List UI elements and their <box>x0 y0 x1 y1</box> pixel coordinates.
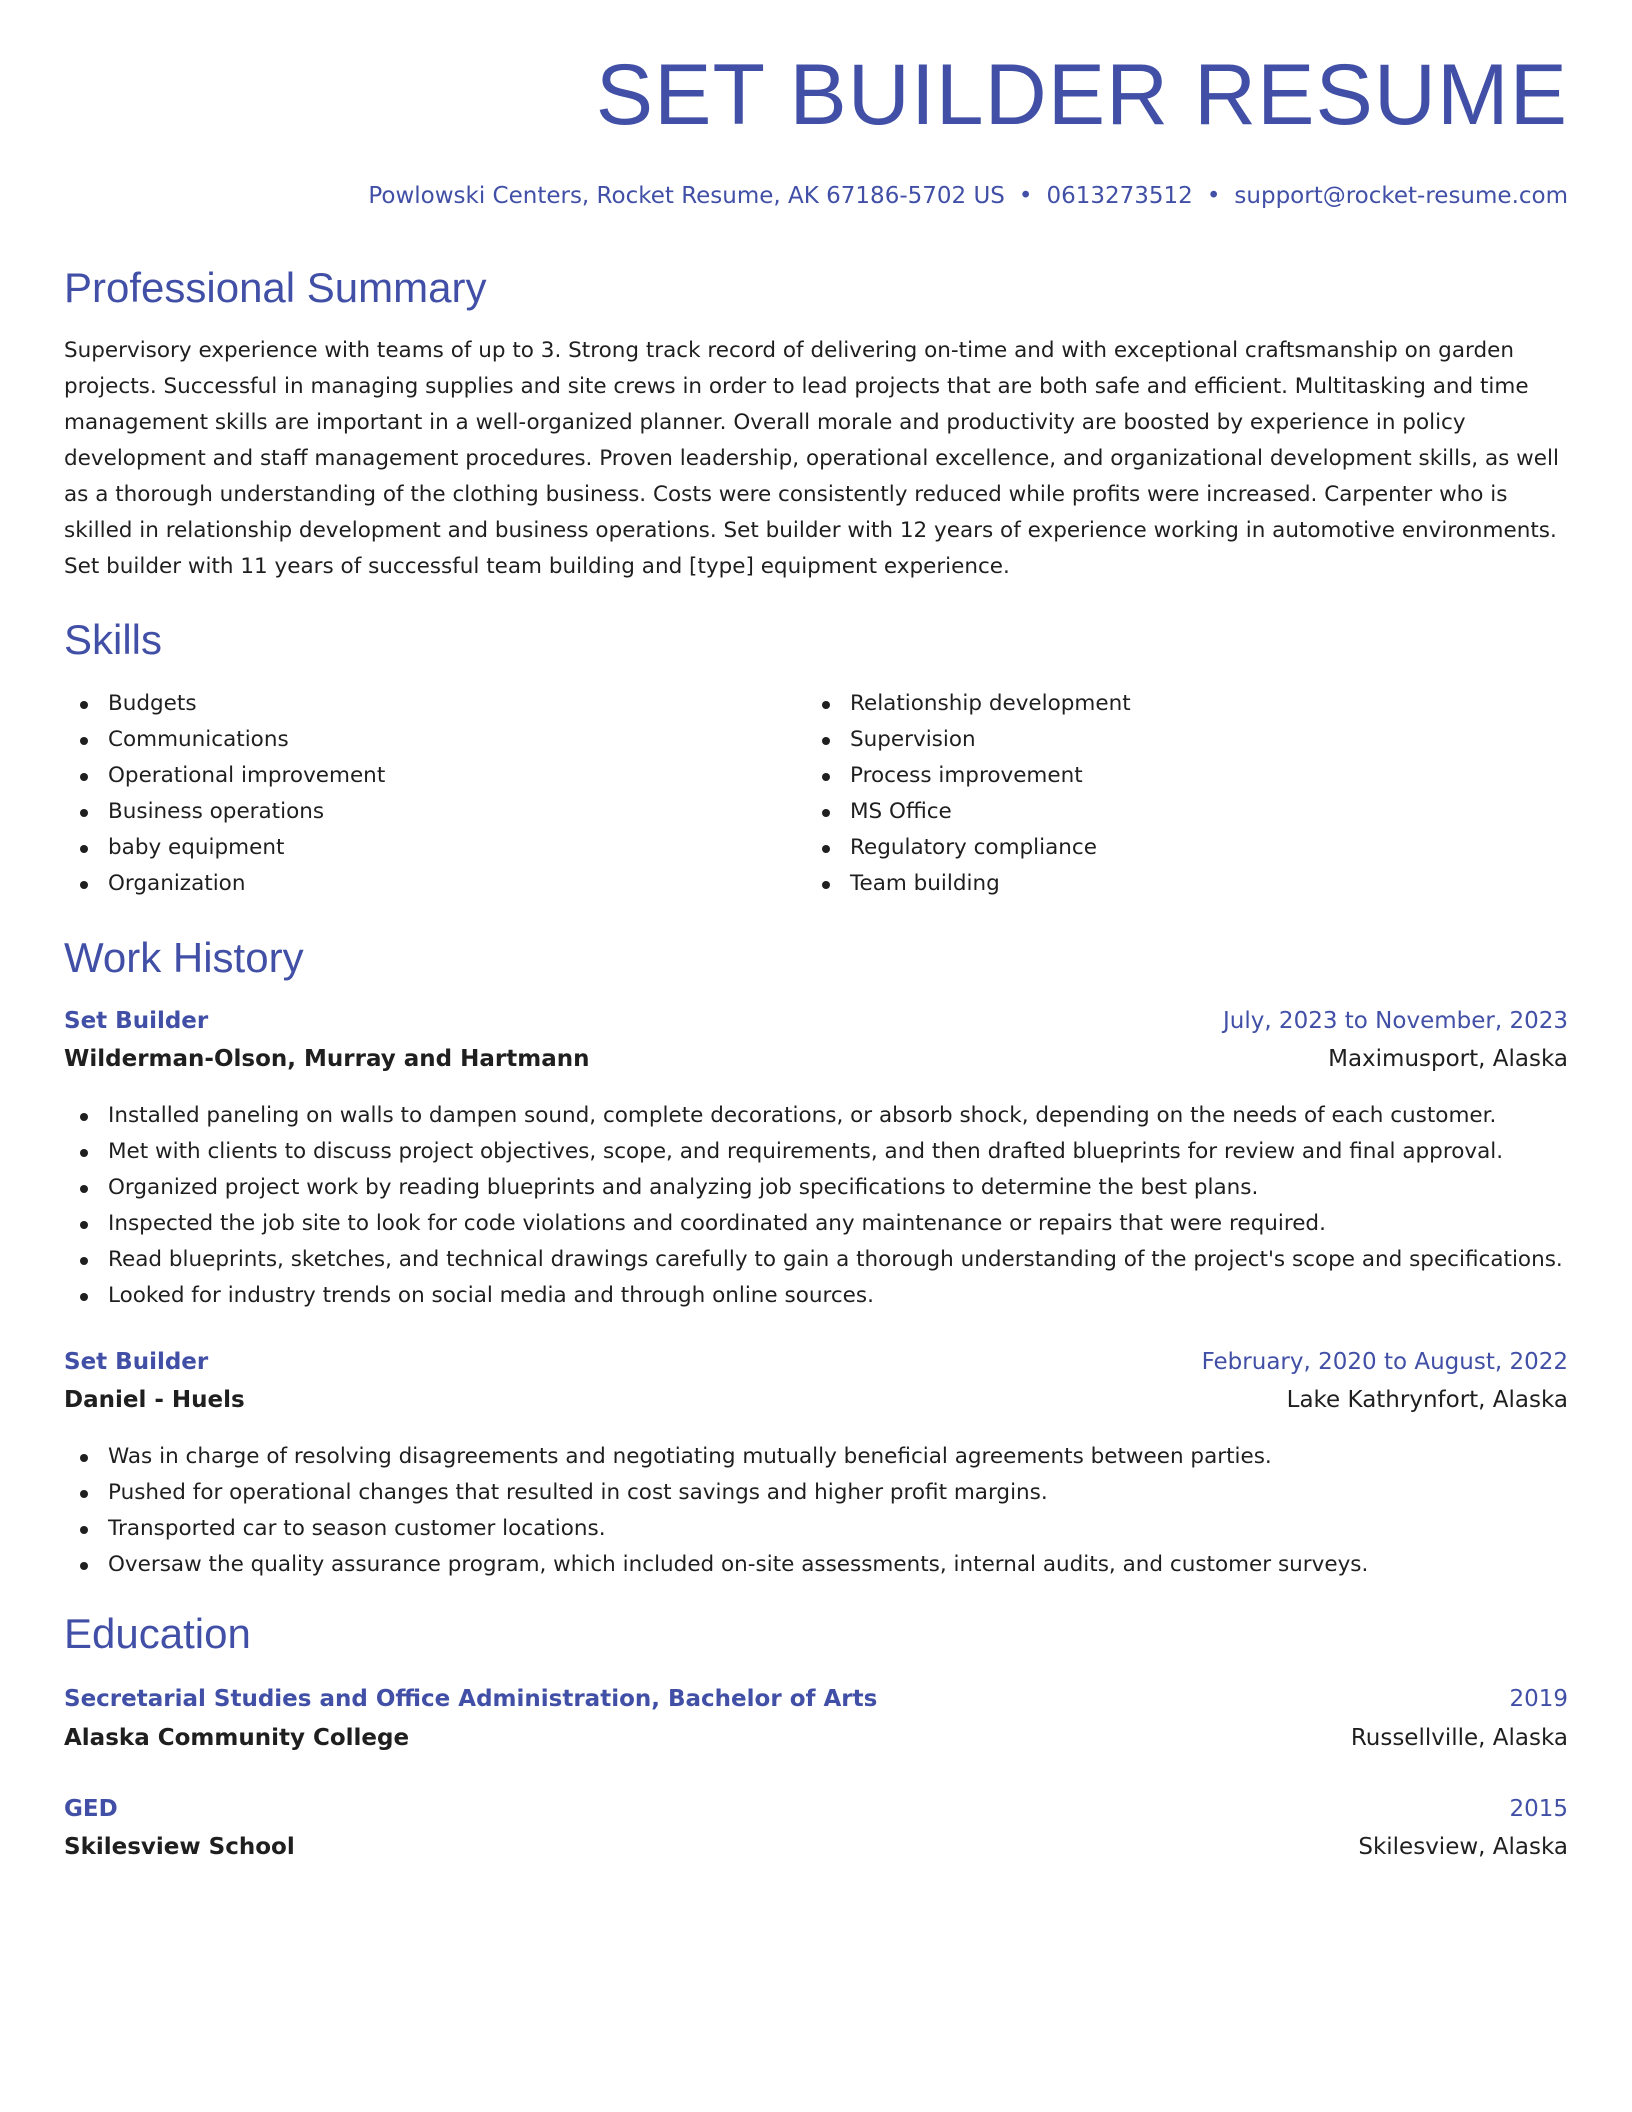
education-location: Skilesview, Alaska <box>1358 1834 1568 1860</box>
job-location: Lake Kathrynfort, Alaska <box>1286 1387 1568 1413</box>
summary-heading: Professional Summary <box>64 264 487 311</box>
education-year: 2019 <box>1509 1686 1568 1712</box>
contact-phone[interactable]: 0613273512 <box>1046 183 1193 209</box>
skill-item: Team building <box>806 866 1131 902</box>
resume-title: SET BUILDER RESUME <box>595 47 1568 143</box>
job-bullets <box>64 1098 1563 1314</box>
education-heading: Education <box>64 1610 251 1657</box>
skill-item: Relationship development <box>806 686 1131 722</box>
contact-separator: • <box>1018 183 1033 209</box>
skill-item: Operational improvement <box>64 758 385 794</box>
education-header <box>64 1686 1568 1716</box>
job-company: Daniel - Huels <box>64 1387 245 1413</box>
education-school: Alaska Community College <box>64 1725 410 1751</box>
job-bullet: Looked for industry trends on social media and through online sources. <box>64 1278 1563 1314</box>
job-bullet: Read blueprints, sketches, and technical drawings carefully to gain a thorough understanding of the project's scope and specifications. <box>64 1242 1563 1278</box>
skill-item: Regulatory compliance <box>806 830 1131 866</box>
skills-heading: Skills <box>64 616 163 663</box>
skill-item: Business operations <box>64 794 385 830</box>
job-bullet: Inspected the job site to look for code violations and coordinated any maintenance or repairs that were required. <box>64 1206 1563 1242</box>
job-bullets <box>64 1439 1368 1583</box>
education-location: Russellville, Alaska <box>1350 1725 1568 1751</box>
job-header <box>64 1008 1568 1038</box>
job-role: Set Builder <box>64 1349 209 1375</box>
skill-item: Supervision <box>806 722 1131 758</box>
summary-text: Supervisory experience with teams of up to 3. Strong track record of delivering on-time and with exceptional craftsmanship on garden projects. Successful in managing supplies and site crews in order to lead projects that are both safe and efficient. Multitasking and time management skills are important in a well-organized planner. Overall morale and productivity are boosted by experience in policy development and staff management procedures. Proven leadership, operational excellence, and organizational development skills, as well as a thorough understanding of the clothing business. Costs were consistently reduced while profits were increased. Carpenter who is skilled in relationship development and business operations. Set builder with 12 years of experience working in automotive environments. Set builder with 11 years of successful team building and [type] equipment experience. <box>64 338 1559 579</box>
education-year: 2015 <box>1509 1796 1568 1822</box>
job-bullet: Installed paneling on walls to dampen sound, complete decorations, or absorb shock, depending on the needs of each customer. <box>64 1098 1563 1134</box>
job-bullet: Oversaw the quality assurance program, which included on-site assessments, internal audits, and customer surveys. <box>64 1547 1368 1583</box>
contact-address: Powlowski Centers, Rocket Resume, AK 67186-5702 US <box>368 183 1005 209</box>
skill-item: Budgets <box>64 686 385 722</box>
work-history-heading: Work History <box>64 934 304 981</box>
education-degree: Secretarial Studies and Office Administration, Bachelor of Arts <box>64 1686 878 1712</box>
skill-item: Process improvement <box>806 758 1131 794</box>
contact-email[interactable]: support@rocket-resume.com <box>1234 183 1568 209</box>
contact-separator: • <box>1206 183 1221 209</box>
education-subheader <box>64 1725 1568 1755</box>
skill-item: baby equipment <box>64 830 385 866</box>
job-role: Set Builder <box>64 1008 209 1034</box>
job-bullet: Pushed for operational changes that resulted in cost savings and higher profit margins. <box>64 1475 1368 1511</box>
job-bullet: Transported car to season customer locations. <box>64 1511 1368 1547</box>
job-company: Wilderman-Olson, Murray and Hartmann <box>64 1046 590 1072</box>
job-dates: July, 2023 to November, 2023 <box>1222 1008 1568 1034</box>
job-header <box>64 1349 1568 1379</box>
job-bullet: Met with clients to discuss project objectives, scope, and requirements, and then drafted blueprints for review and final approval. <box>64 1134 1563 1170</box>
skills-list-left <box>64 686 385 902</box>
skills-list-right <box>806 686 1131 902</box>
job-subheader <box>64 1046 1568 1076</box>
skill-item: MS Office <box>806 794 1131 830</box>
education-subheader <box>64 1834 1568 1864</box>
job-bullet: Organized project work by reading blueprints and analyzing job specifications to determine the best plans. <box>64 1170 1563 1206</box>
job-dates: February, 2020 to August, 2022 <box>1201 1349 1568 1375</box>
skill-item: Communications <box>64 722 385 758</box>
contact-line <box>368 183 1568 209</box>
skill-item: Organization <box>64 866 385 902</box>
education-school: Skilesview School <box>64 1834 295 1860</box>
job-bullet: Was in charge of resolving disagreements and negotiating mutually beneficial agreements between parties. <box>64 1439 1368 1475</box>
job-subheader <box>64 1387 1568 1417</box>
education-degree: GED <box>64 1796 118 1822</box>
education-header <box>64 1796 1568 1826</box>
job-location: Maximusport, Alaska <box>1328 1046 1568 1072</box>
